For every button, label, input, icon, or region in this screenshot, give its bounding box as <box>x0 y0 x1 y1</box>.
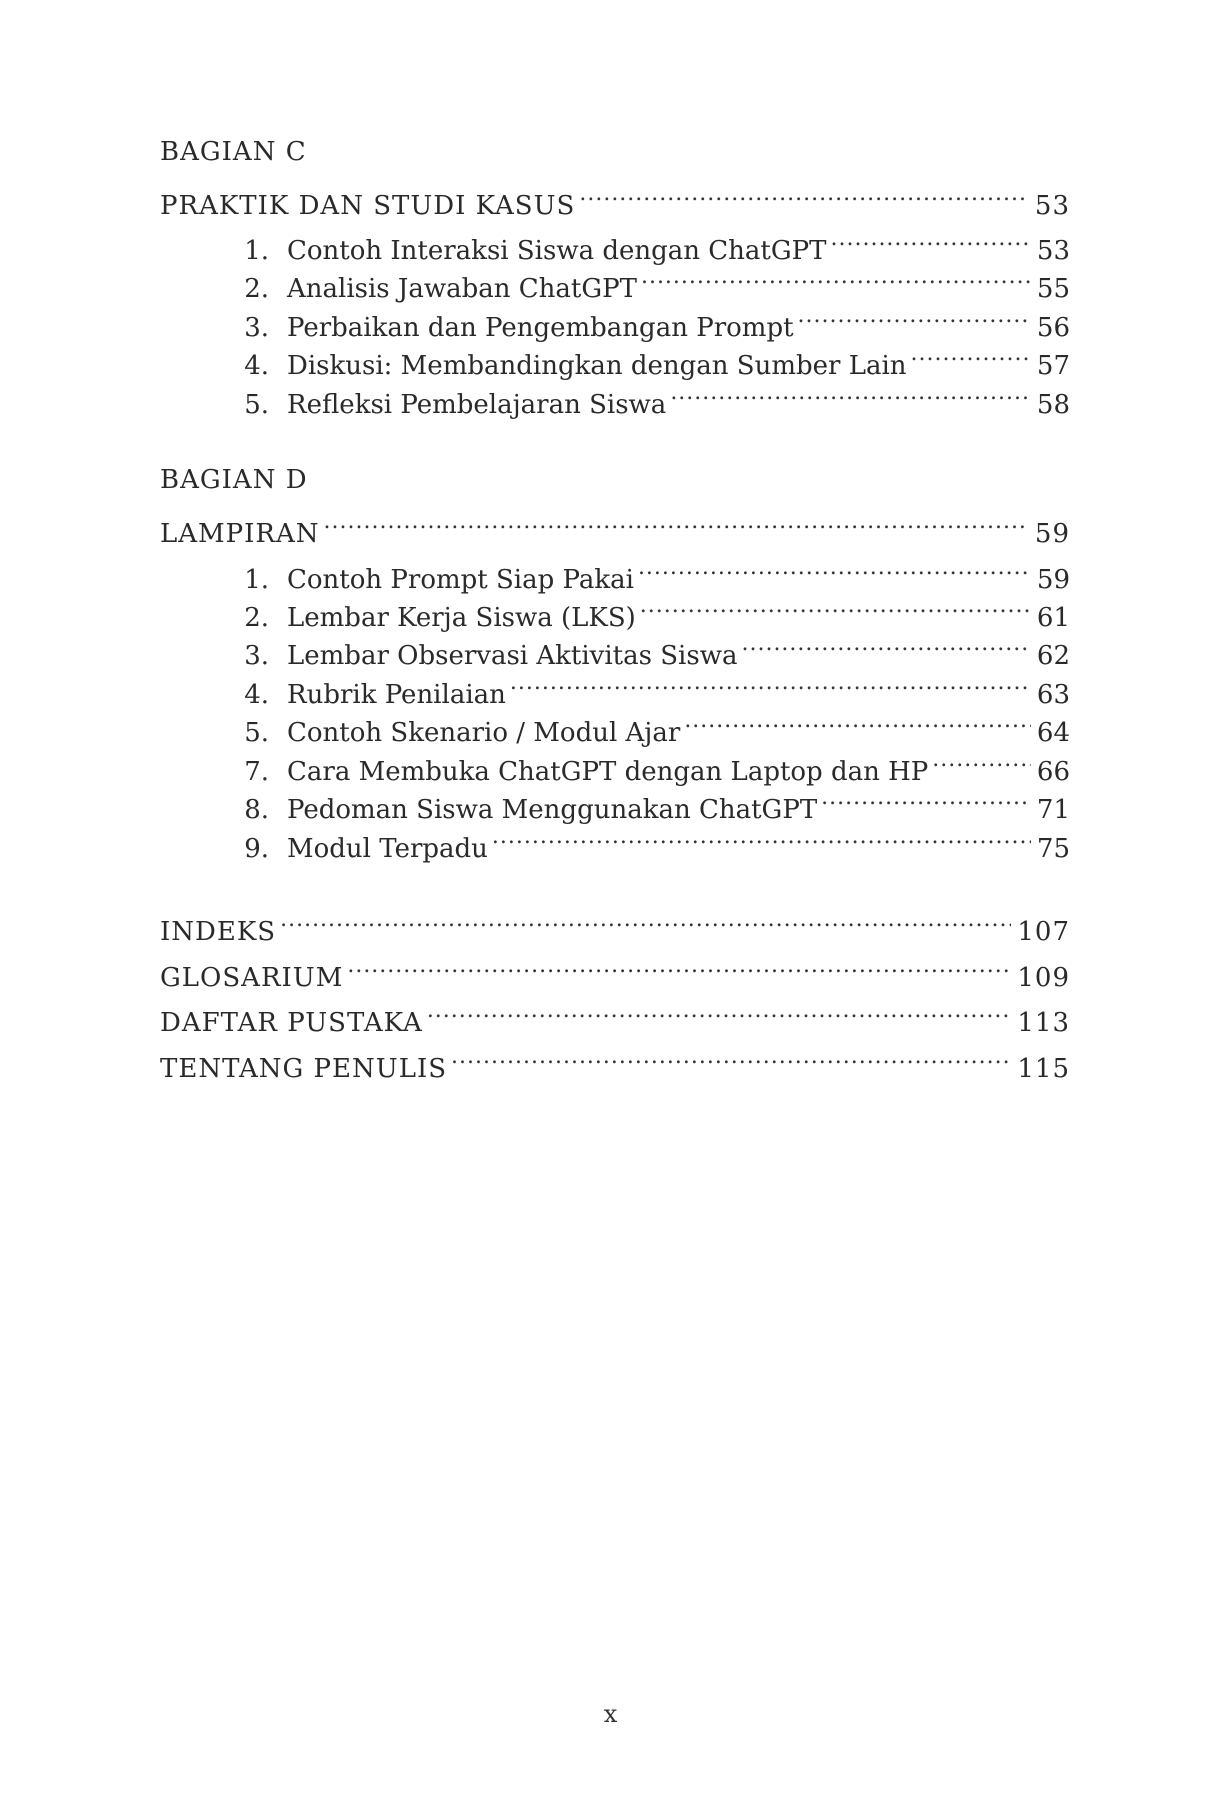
toc-page-number: 62 <box>1036 641 1070 671</box>
toc-item-title: Lembar Kerja Siswa (LKS) <box>287 603 636 633</box>
toc-item-number: 4. <box>244 680 269 710</box>
toc-item[interactable] <box>212 265 1070 305</box>
toc-entry-glosarium[interactable] <box>160 954 1070 994</box>
toc-item-title: Perbaikan dan Pengembangan Prompt <box>287 313 794 343</box>
toc-item[interactable] <box>212 594 1070 634</box>
toc-page-number: 57 <box>1036 351 1070 381</box>
toc-heading-lampiran[interactable] <box>160 510 1070 550</box>
toc-item[interactable] <box>212 671 1070 711</box>
toc-item[interactable] <box>212 342 1070 382</box>
toc-item-title: Contoh Prompt Siap Pakai <box>287 565 634 595</box>
toc-item-title: Rubrik Penilaian <box>287 680 506 710</box>
toc-item-title: Lembar Observasi Aktivitas Siswa <box>287 641 738 671</box>
toc-page-number: 107 <box>1017 917 1070 947</box>
toc-page-number: 64 <box>1036 718 1070 748</box>
dot-leader <box>324 510 1029 542</box>
toc-item-number: 1. <box>244 565 269 595</box>
toc-page-number: 66 <box>1036 757 1070 787</box>
toc-page-number: 53 <box>1036 236 1070 266</box>
toc-item[interactable] <box>212 227 1070 267</box>
dot-leader <box>579 182 1029 214</box>
toc-page-number: 59 <box>1034 519 1070 549</box>
toc-item-title: Diskusi: Membandingkan dengan Sumber Lain <box>287 351 907 381</box>
toc-heading-praktik[interactable] <box>160 182 1070 222</box>
toc-item-title: Analisis Jawaban ChatGPT <box>287 274 637 304</box>
section-label-bagian-c: BAGIAN C <box>160 137 307 167</box>
dot-leader <box>830 227 1030 259</box>
dot-leader <box>932 748 1031 780</box>
toc-page-number: 115 <box>1017 1054 1070 1084</box>
dot-leader <box>492 825 1031 857</box>
toc-item[interactable] <box>212 709 1070 749</box>
toc-item[interactable] <box>212 748 1070 788</box>
toc-page-number: 63 <box>1036 680 1070 710</box>
toc-item-title: Refleksi Pembelajaran Siswa <box>287 390 667 420</box>
dot-leader <box>451 1045 1011 1077</box>
toc-page-number: 113 <box>1017 1008 1070 1038</box>
toc-item[interactable] <box>212 381 1070 421</box>
dot-leader <box>280 908 1011 940</box>
toc-heading-title: LAMPIRAN <box>160 519 320 549</box>
toc-entry-daftar-pustaka[interactable] <box>160 999 1070 1039</box>
toc-page-number: 61 <box>1036 603 1070 633</box>
toc-item-number: 4. <box>244 351 269 381</box>
toc-heading-title: DAFTAR PUSTAKA <box>160 1008 423 1038</box>
toc-page-number: 109 <box>1017 963 1070 993</box>
toc-item-number: 5. <box>244 390 269 420</box>
toc-item[interactable] <box>212 632 1070 672</box>
toc-item-number: 3. <box>244 313 269 343</box>
toc-page-number: 55 <box>1036 274 1070 304</box>
toc-page-number: 75 <box>1036 834 1070 864</box>
dot-leader <box>670 381 1031 413</box>
dot-leader <box>684 709 1031 741</box>
toc-heading-title: GLOSARIUM <box>160 963 344 993</box>
toc-item[interactable] <box>212 825 1070 865</box>
toc-item-number: 2. <box>244 274 269 304</box>
toc-item-number: 3. <box>244 641 269 671</box>
toc-item-title: Pedoman Siswa Menggunakan ChatGPT <box>287 795 818 825</box>
toc-page-number: 56 <box>1036 313 1070 343</box>
dot-leader <box>821 786 1031 818</box>
dot-leader <box>798 304 1031 336</box>
section-label-bagian-d: BAGIAN D <box>160 465 308 495</box>
dot-leader <box>641 265 1031 297</box>
toc-item-title: Contoh Interaksi Siswa dengan ChatGPT <box>287 236 827 266</box>
toc-item-title: Modul Terpadu <box>287 834 488 864</box>
toc-item[interactable] <box>212 786 1070 826</box>
dot-leader <box>427 999 1012 1031</box>
dot-leader <box>741 632 1030 664</box>
toc-item-number: 9. <box>244 834 269 864</box>
toc-item-title: Contoh Skenario / Modul Ajar <box>287 718 681 748</box>
dot-leader <box>510 671 1031 703</box>
toc-item-number: 5. <box>244 718 269 748</box>
toc-page-number: 53 <box>1034 191 1070 221</box>
toc-page-number: 59 <box>1036 565 1070 595</box>
toc-item-number: 1. <box>244 236 269 266</box>
toc-heading-title: PRAKTIK DAN STUDI KASUS <box>160 191 576 221</box>
toc-page-number: 71 <box>1036 795 1070 825</box>
dot-leader <box>911 342 1031 374</box>
toc-entry-tentang-penulis[interactable] <box>160 1045 1070 1085</box>
page-number-footer: x <box>603 1700 618 1728</box>
toc-page-number: 58 <box>1036 390 1070 420</box>
toc-item-title: Cara Membuka ChatGPT dengan Laptop dan HP <box>287 757 929 787</box>
dot-leader <box>640 594 1031 626</box>
toc-item-number: 2. <box>244 603 269 633</box>
toc-item-number: 8. <box>244 795 269 825</box>
toc-heading-title: INDEKS <box>160 917 277 947</box>
toc-item-number: 7. <box>244 757 269 787</box>
toc-entry-indeks[interactable] <box>160 908 1070 948</box>
dot-leader <box>638 556 1031 588</box>
toc-item[interactable] <box>212 304 1070 344</box>
toc-page <box>160 0 1070 1812</box>
dot-leader <box>347 954 1011 986</box>
toc-heading-title: TENTANG PENULIS <box>160 1054 448 1084</box>
toc-item[interactable] <box>212 556 1070 596</box>
